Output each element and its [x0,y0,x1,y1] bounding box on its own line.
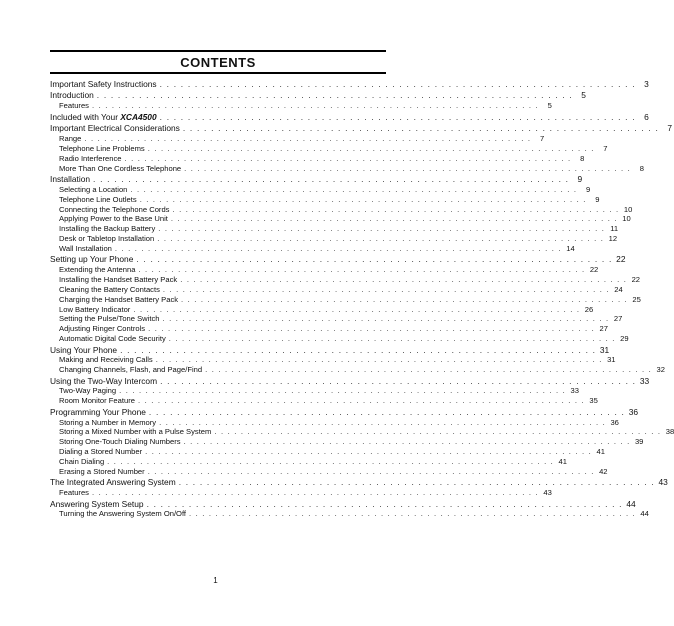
toc-label-text: Cleaning the Battery Contacts [59,284,160,294]
toc-label [59,214,168,224]
toc-label [59,488,89,498]
toc-page-number: 44 [640,509,649,519]
dot-leader: . . . . . . . . . . . . . . . . . . . . . . . . . . . . . . . . . . . . . . . . . . . . . . . . . . . . . . . . . . . . . . . . . . . . [148,406,626,417]
toc-section [50,79,649,90]
toc-page-number: 14 [566,243,575,253]
toc-page-number: 11 [610,224,619,234]
toc-label-text: Important Electrical Considerations [50,123,180,134]
toc-label-text: Using the Two-Way Intercom [50,375,158,386]
toc-subsection [50,334,629,344]
toc-subsection [50,134,545,144]
toc-subsection [50,396,598,406]
toc-section [50,375,650,387]
toc-label-text: Features [59,488,89,498]
dot-leader: . . . . . . . . . . . . . . . . . . . . . . . . . . . . . . . . . . . . . . . . . . . . . . . . . . . . . . . . . . . . . . . . . . . . [158,224,606,234]
toc-label [59,295,178,305]
toc-label [50,80,157,90]
dot-leader: . . . . . . . . . . . . . . . . . . . . . . . . . . . . . . . . . . . . . . . . . . . . . . . . . . . . . . . . . . . . . . . . . . . . [84,134,532,143]
dot-leader: . . . . . . . . . . . . . . . . . . . . . . . . . . . . . . . . . . . . . . . . . . . . . . . . . . . . . . . . . . . . . . . . . . . . [214,427,662,437]
toc-subsection [50,456,567,467]
toc-subsection [50,447,605,457]
dot-leader: . . . . . . . . . . . . . . . . . . . . . . . . . . . . . . . . . . . . . . . . . . . . . . . . . . . . . . . . . . . . . . . . . . . . [184,163,631,173]
toc-label-text: Using Your Phone [50,344,118,355]
dot-leader: . . . . . . . . . . . . . . . . . . . . . . . . . . . . . . . . . . . . . . . . . . . . . . . . . . . . . . . . . . . . . . . . . . . . [159,111,636,122]
toc-page-number: 36 [628,406,639,417]
toc-label [50,478,176,488]
toc-subsection [50,324,608,334]
dot-leader: . . . . . . . . . . . . . . . . . . . . . . . . . . . . . . . . . . . . . . . . . . . . . . . . . . . . . . . . . . . . . . . . . . . . [182,123,659,134]
toc-page-number: 8 [639,163,644,173]
toc-label-text: Storing One-Touch Dialing Numbers [59,437,181,447]
toc-label [59,185,127,195]
toc-subsection [50,143,608,154]
toc-page-number: 41 [596,447,605,457]
toc-subsection [50,265,599,275]
toc-page-number: 7 [603,143,608,153]
toc-subsection [50,275,641,285]
dot-leader: . . . . . . . . . . . . . . . . . . . . . . . . . . . . . . . . . . . . . . . . . . . . . . . . . . . . . . . . . . . . . . . . . . . . [93,173,570,184]
toc-label-text: Introduction [50,90,94,101]
toc-page-number: 5 [581,90,586,101]
dot-leader: . . . . . . . . . . . . . . . . . . . . . . . . . . . . . . . . . . . . . . . . . . . . . . . . . . . . . . . . . . . . . . . . . . . . [170,214,618,224]
model-name: XCA4500 [120,111,157,122]
dot-leader: . . . . . . . . . . . . . . . . . . . . . . . . . . . . . . . . . . . . . . . . . . . . . . . . . . . . . . . . . . . . . . . . . . . . [114,243,562,253]
toc-subsection [50,214,631,224]
toc-subsection [50,101,552,111]
toc-page-number: 7 [667,123,672,134]
dot-leader: . . . . . . . . . . . . . . . . . . . . . . . . . . . . . . . . . . . . . . . . . . . . . . . . . . . . . . . . . . . . . . . . . . . . [181,294,628,304]
toc-label [59,154,121,164]
toc-page-number: 22 [616,254,626,265]
toc-section [50,344,610,356]
toc-label-text: Two-Way Paging [59,386,117,396]
dot-leader: . . . . . . . . . . . . . . . . . . . . . . . . . . . . . . . . . . . . . . . . . . . . . . . . . . . . . . . . . . . . . . . . . . . . [159,417,606,427]
toc-label [59,509,186,519]
toc-label-text: Low Battery Indicator [59,304,131,314]
toc-label [59,386,116,396]
toc-label-text: Radio Interference [59,153,122,163]
dot-leader: . . . . . . . . . . . . . . . . . . . . . . . . . . . . . . . . . . . . . . . . . . . . . . . . . . . . . . . . . . . . . . . . . . . . [145,447,592,457]
toc-section [50,254,626,265]
dot-leader: . . . . . . . . . . . . . . . . . . . . . . . . . . . . . . . . . . . . . . . . . . . . . . . . . . . . . . . . . . . . . . . . . . . . [157,234,605,244]
toc-label-text: Desk or Tabletop Installation [59,234,155,244]
dot-leader: . . . . . . . . . . . . . . . . . . . . . . . . . . . . . . . . . . . . . . . . . . . . . . . . . . . . . . . . . . . . . . . . . . . . [162,284,610,294]
toc-page-number: 22 [631,275,641,284]
toc-label-text: Turning the Answering System On/Off [59,509,187,519]
toc-label [59,265,135,275]
toc-page-number: 42 [599,466,608,476]
toc-label [59,285,160,295]
toc-label [50,124,180,134]
dot-leader: . . . . . . . . . . . . . . . . . . . . . . . . . . . . . . . . . . . . . . . . . . . . . . . . . . . . . . . . . . . . . . . . . . . . [137,396,585,406]
toc-label [59,447,142,457]
toc-label [59,134,81,144]
toc-label-text: Connecting the Telephone Cords [59,204,170,214]
toc-subsection [50,243,575,254]
toc-subsection [50,355,616,365]
toc-subsection [50,386,579,396]
toc-page-number: 26 [584,304,594,314]
toc-section [50,406,639,418]
table-of-contents [50,79,674,519]
toc-section [50,498,636,510]
toc-label-text: Charging the Handset Battery Pack [59,294,179,304]
toc-label-text: Range [59,134,82,143]
toc-page-number: 25 [632,294,641,304]
toc-label-text: Changing Channels, Flash, and Page/Find [59,365,203,375]
toc-label-text: Installing the Handset Battery Pack [59,275,178,284]
toc-page-number: 6 [644,111,649,122]
toc-label [59,305,130,315]
toc-page-number: 36 [610,417,619,427]
toc-label-text: Installation [50,173,91,184]
dot-leader: . . . . . . . . . . . . . . . . . . . . . . . . . . . . . . . . . . . . . . . . . . . . . . . . . . . . . . . . . . . . . . . . . . . . [91,101,539,111]
toc-label-text: Telephone Line Problems [59,143,145,153]
toc-section [50,477,668,488]
toc-label [59,164,181,174]
page-title: CONTENTS [180,54,256,70]
toc-page-number: 9 [595,194,600,204]
toc-label [59,244,112,254]
dot-leader: . . . . . . . . . . . . . . . . . . . . . . . . . . . . . . . . . . . . . . . . . . . . . . . . . . . . . . . . . . . . . . . . . . . . [130,184,578,194]
toc-section [50,123,672,134]
toc-subsection [50,509,649,519]
toc-label-text: Room Monitor Feature [59,396,135,406]
toc-section [50,173,583,185]
toc-label-text: Chain Dialing [59,456,105,466]
toc-subsection [50,163,644,174]
toc-label [59,437,181,447]
toc-subsection [50,294,641,305]
toc-subsection [50,466,608,477]
toc-label [59,418,156,428]
dot-leader: . . . . . . . . . . . . . . . . . . . . . . . . . . . . . . . . . . . . . . . . . . . . . . . . . . . . . . . . . . . . . . . . . . . . [136,254,613,265]
toc-label [59,101,89,111]
toc-label-text: Setting up Your Phone [50,254,134,265]
toc-label [59,234,154,244]
toc-label [59,334,166,344]
toc-label [59,467,145,477]
toc-label-text: Erasing a Stored Number [59,466,145,476]
dot-leader: . . . . . . . . . . . . . . . . . . . . . . . . . . . . . . . . . . . . . . . . . . . . . . . . . . . . . . . . . . . . . . . . . . . . [147,466,595,476]
toc-page-number: 7 [539,134,545,143]
toc-label [50,255,133,265]
toc-section [50,111,649,123]
toc-subsection [50,488,552,498]
dot-leader: . . . . . . . . . . . . . . . . . . . . . . . . . . . . . . . . . . . . . . . . . . . . . . . . . . . . . . . . . . . . . . . . . . . . [162,314,610,324]
toc-subsection [50,427,674,437]
dot-leader: . . . . . . . . . . . . . . . . . . . . . . . . . . . . . . . . . . . . . . . . . . . . . . . . . . . . . . . . . . . . . . . . . . . . [183,437,631,447]
dot-leader: . . . . . . . . . . . . . . . . . . . . . . . . . . . . . . . . . . . . . . . . . . . . . . . . . . . . . . . . . . . . . . . . . . . . [147,143,595,153]
toc-label [50,91,94,101]
toc-subsection [50,417,619,428]
dot-leader: . . . . . . . . . . . . . . . . . . . . . . . . . . . . . . . . . . . . . . . . . . . . . . . . . . . . . . . . . . . . . . . . . . . . [159,79,636,89]
dot-leader: . . . . . . . . . . . . . . . . . . . . . . . . . . . . . . . . . . . . . . . . . . . . . . . . . . . . . . . . . . . . . . . . . . . . [155,355,603,365]
toc-label [50,500,144,510]
toc-page-number: 3 [644,79,649,89]
toc-page-number: 12 [608,234,618,244]
toc-label [50,346,117,356]
toc-page-number: 33 [639,375,650,386]
dot-leader: . . . . . . . . . . . . . . . . . . . . . . . . . . . . . . . . . . . . . . . . . . . . . . . . . . . . . . . . . . . . . . . . . . . . [91,488,539,498]
contents-header [50,50,386,74]
toc-page-number: 33 [570,386,579,396]
dot-leader: . . . . . . . . . . . . . . . . . . . . . . . . . . . . . . . . . . . . . . . . . . . . . . . . . . . . . . . . . . . . . . . . . . . . [180,275,628,284]
dot-leader: . . . . . . . . . . . . . . . . . . . . . . . . . . . . . . . . . . . . . . . . . . . . . . . . . . . . . . . . . . . . . . . . . . . . [148,324,595,334]
toc-page-number: 27 [599,324,608,334]
toc-label-text: Setting the Pulse/Tone Switch [59,314,160,324]
toc-page-number: 43 [543,488,552,498]
toc-page-number: 31 [607,355,616,365]
toc-label-text: Installing the Backup Battery [59,224,156,234]
toc-page-number: 35 [589,396,598,406]
toc-label-text: Selecting a Location [59,184,128,194]
toc-label [59,205,169,215]
toc-label-text: Extending the Antenna [59,265,136,275]
dot-leader: . . . . . . . . . . . . . . . . . . . . . . . . . . . . . . . . . . . . . . . . . . . . . . . . . . . . . . . . . . . . . . . . . . . . [205,365,652,375]
toc-subsection [50,194,600,205]
toc-label-text: Automatic Digital Code Security [59,334,166,344]
toc-label-text: Storing a Number in Memory [59,417,157,427]
dot-leader: . . . . . . . . . . . . . . . . . . . . . . . . . . . . . . . . . . . . . . . . . . . . . . . . . . . . . . . . . . . . . . . . . . . . [168,334,616,344]
toc-label-text: The Integrated Answering System [50,477,176,488]
toc-page-number: 10 [622,214,631,224]
toc-subsection [50,234,618,244]
toc-page-number: 41 [558,456,567,466]
dot-leader: . . . . . . . . . . . . . . . . . . . . . . . . . . . . . . . . . . . . . . . . . . . . . . . . . . . . . . . . . . . . . . . . . . . . [172,204,620,214]
dot-leader: . . . . . . . . . . . . . . . . . . . . . . . . . . . . . . . . . . . . . . . . . . . . . . . . . . . . . . . . . . . . . . . . . . . . [139,194,587,204]
dot-leader: . . . . . . . . . . . . . . . . . . . . . . . . . . . . . . . . . . . . . . . . . . . . . . . . . . . . . . . . . . . . . . . . . . . . [119,386,566,396]
toc-page-number: 24 [614,284,623,294]
toc-page-number: 22 [589,265,599,275]
toc-subsection [50,284,623,295]
toc-subsection [50,365,665,375]
toc-label-text: Applying Power to the Base Unit [59,214,168,224]
toc-page-number: 39 [634,437,644,447]
toc-label-text: Programming Your Phone [50,406,146,417]
toc-page-number: 9 [586,184,591,194]
toc-page-number: 10 [623,204,633,214]
toc-page-number: 9 [577,173,583,184]
toc-subsection [50,184,591,195]
toc-label [59,365,202,375]
toc-subsection [50,153,585,164]
toc-label [59,355,153,365]
dot-leader: . . . . . . . . . . . . . . . . . . . . . . . . . . . . . . . . . . . . . . . . . . . . . . . . . . . . . . . . . . . . . . . . . . . . [124,153,572,163]
toc-subsection [50,204,633,215]
toc-page-number: 32 [656,365,665,375]
toc-label [50,175,90,185]
toc-label-text: Wall Installation [59,243,112,253]
toc-subsection [50,304,594,315]
dot-leader: . . . . . . . . . . . . . . . . . . . . . . . . . . . . . . . . . . . . . . . . . . . . . . . . . . . . . . . . . . . . . . . . . . . . [160,375,637,386]
toc-label-text: Answering System Setup [50,498,144,509]
dot-leader: . . . . . . . . . . . . . . . . . . . . . . . . . . . . . . . . . . . . . . . . . . . . . . . . . . . . . . . . . . . . . . . . . . . . [107,456,554,466]
toc-page-number: 43 [658,477,668,488]
toc-label-text: Features [59,101,89,111]
toc-label [59,324,145,334]
toc-page-number: 8 [580,153,585,163]
toc-label-text: Making and Receiving Calls [59,355,153,365]
toc-label [59,224,155,234]
toc-label-text: Included with Your [50,111,121,122]
toc-page-number: 38 [665,427,674,437]
toc-label-text: Telephone Line Outlets [59,194,137,204]
toc-label [59,195,137,205]
toc-subsection [50,224,619,234]
toc-label-text: Dialing a Stored Number [59,447,143,457]
toc-label-text: More Than One Cordless Telephone [59,163,182,173]
toc-label [50,113,157,123]
dot-leader: . . . . . . . . . . . . . . . . . . . . . . . . . . . . . . . . . . . . . . . . . . . . . . . . . . . . . . . . . . . . . . . . . . . . [146,498,623,509]
toc-label [59,396,135,406]
toc-label-text: Important Safety Instructions [50,79,157,89]
toc-label [50,377,157,387]
toc-page-number: 29 [620,334,629,344]
toc-label-text: Adjusting Ringer Controls [59,324,146,334]
toc-subsection [50,314,623,324]
toc-page-number: 44 [626,498,636,509]
toc-page-number: 5 [547,101,552,111]
toc-section [50,90,586,101]
toc-label [50,408,146,418]
toc-subsection [50,437,644,447]
dot-leader: . . . . . . . . . . . . . . . . . . . . . . . . . . . . . . . . . . . . . . . . . . . . . . . . . . . . . . . . . . . . . . . . . . . . [133,304,581,314]
dot-leader: . . . . . . . . . . . . . . . . . . . . . . . . . . . . . . . . . . . . . . . . . . . . . . . . . . . . . . . . . . . . . . . . . . . . [138,265,586,275]
toc-label [59,457,104,467]
toc-label-text: Storing a Mixed Number with a Pulse System [59,427,212,437]
toc-label [59,427,211,437]
toc-page-number: 31 [599,344,610,355]
toc-label [59,144,145,154]
toc-page-number: 27 [613,314,623,324]
dot-leader: . . . . . . . . . . . . . . . . . . . . . . . . . . . . . . . . . . . . . . . . . . . . . . . . . . . . . . . . . . . . . . . . . . . . [96,90,573,101]
dot-leader: . . . . . . . . . . . . . . . . . . . . . . . . . . . . . . . . . . . . . . . . . . . . . . . . . . . . . . . . . . . . . . . . . . . . [120,344,597,355]
dot-leader: . . . . . . . . . . . . . . . . . . . . . . . . . . . . . . . . . . . . . . . . . . . . . . . . . . . . . . . . . . . . . . . . . . . . [189,509,636,519]
toc-label [59,314,159,324]
toc-label [59,275,177,285]
page-number: 1 [213,576,218,585]
dot-leader: . . . . . . . . . . . . . . . . . . . . . . . . . . . . . . . . . . . . . . . . . . . . . . . . . . . . . . . . . . . . . . . . . . . . [178,477,655,488]
